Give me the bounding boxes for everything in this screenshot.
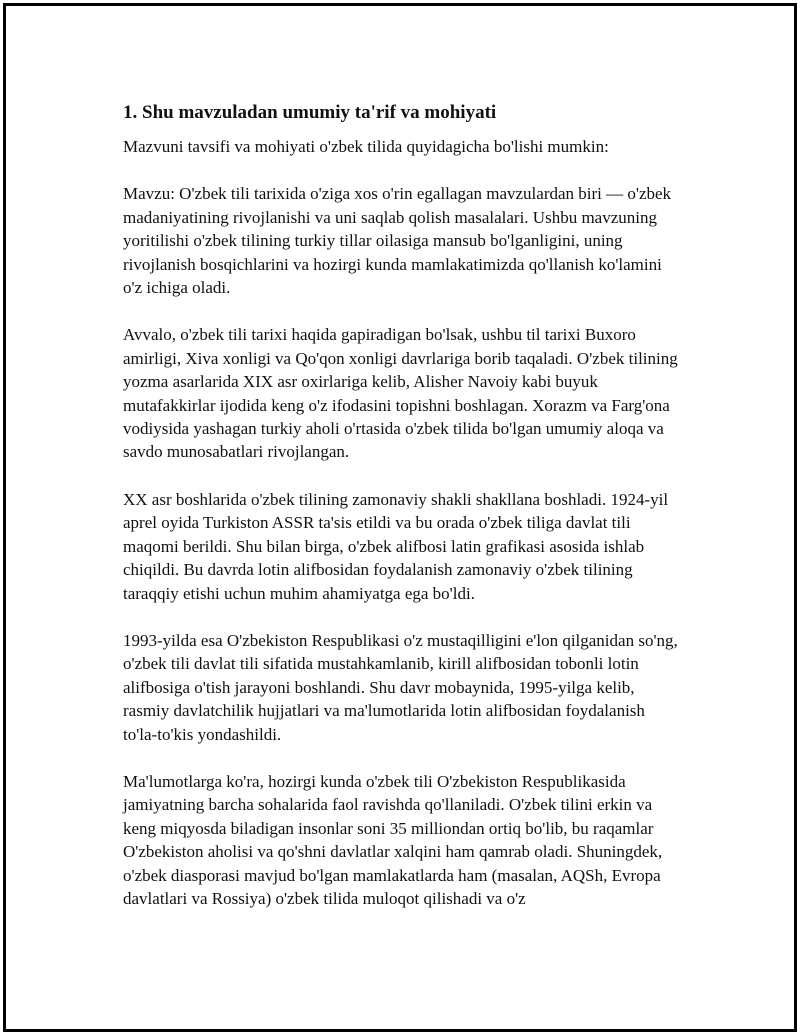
paragraph-topic: Mavzu: O'zbek tili tarixida o'ziga xos o'rin egallagan mavzulardan biri — o'zbek madaniyatining rivojlanishi va uni saqlab qolish masalalari. Ushbu mavzuning yoritilishi o'zbek tilining turkiy tillar oilasiga mansub bo'lganligini, uning rivojlanish bosqichlarini va hozirgi kunda mamlakatimizda qo'llanish ko'lamini o'z ichiga oladi. — [123, 184, 672, 298]
paragraph-independence: 1993-yilda esa O'zbekiston Respublikasi o'z mustaqilligini e'lon qilganidan so'ng, o'zbek tili davlat tili sifatida mustahkamlanib, kirill alifbosidan tobonli lotin alifbosiga o'tish jarayoni boshlandi. Shu davr mobaynida, 1995-yilga kelib, rasmiy davlatchilik hujjatlari va ma'lumotlarida lotin alifbosidan foydalanish to'la-to'kis yondashildi. — [123, 630, 678, 744]
paragraph-present-day: Ma'lumotlarga ko'ra, hozirgi kunda o'zbek tili O'zbekiston Respublikasida jamiyatning barcha sohalarida faol ravishda qo'llaniladi. O'zbek tilini erkin va keng miqyosda biladigan insonlar soni 35 milliondan ortiq bo'lib, bu raqamlar O'zbekiston aholisi va qo'shni davlatlar xalqini ham qamrab oladi. Shuningdek, o'zbek diasporasi mavjud bo'lgan mamlakatlarda ham (masalan, AQSh, Evropa davlatlari va Rossiya) o'zbek tilida muloqot qilishadi va o'z — [123, 771, 663, 908]
section-heading: 1. Shu mavzuladan umumiy ta'rif va mohiyati — [123, 102, 497, 123]
page-frame — [3, 3, 797, 1032]
paragraph-twentieth-century: XX asr boshlarida o'zbek tilining zamonaviy shakli shakllana boshladi. 1924-yil aprel oyida Turkiston ASSR ta'sis etildi va bu orada o'zbek tiliga davlat tili maqomi berildi. Shu bilan birga, o'zbek alifbosi latin grafikasi asosida ishlab chiqildi. Bu davrda lotin alifbosidan foydalanish zamonaviy o'zbek tilining taraqqiy etishi uchun muhim ahamiyatga ega bo'ldi. — [123, 489, 669, 603]
paragraph-history: Avvalo, o'zbek tili tarixi haqida gapiradigan bo'lsak, ushbu til tarixi Buxoro amirligi, Xiva xonligi va Qo'qon xonligi davrlariga borib taqaladi. O'zbek tilining yozma asarlarida XIX asr oxirlariga kelib, Alisher Navoiy kabi buyuk mutafakkirlar ijodida keng o'z ifodasini topishni boshlagan. Xorazm va Farg'ona vodiysida yashagan turkiy aholi o'rtasida o'zbek tilida bo'lgan umumiy aloqa va savdo munosabatlari rivojlangan. — [123, 325, 678, 462]
intro-paragraph: Mazvuni tavsifi va mohiyati o'zbek tilida quyidagicha bo'lishi mumkin: — [123, 137, 609, 156]
document-body — [123, 100, 683, 910]
